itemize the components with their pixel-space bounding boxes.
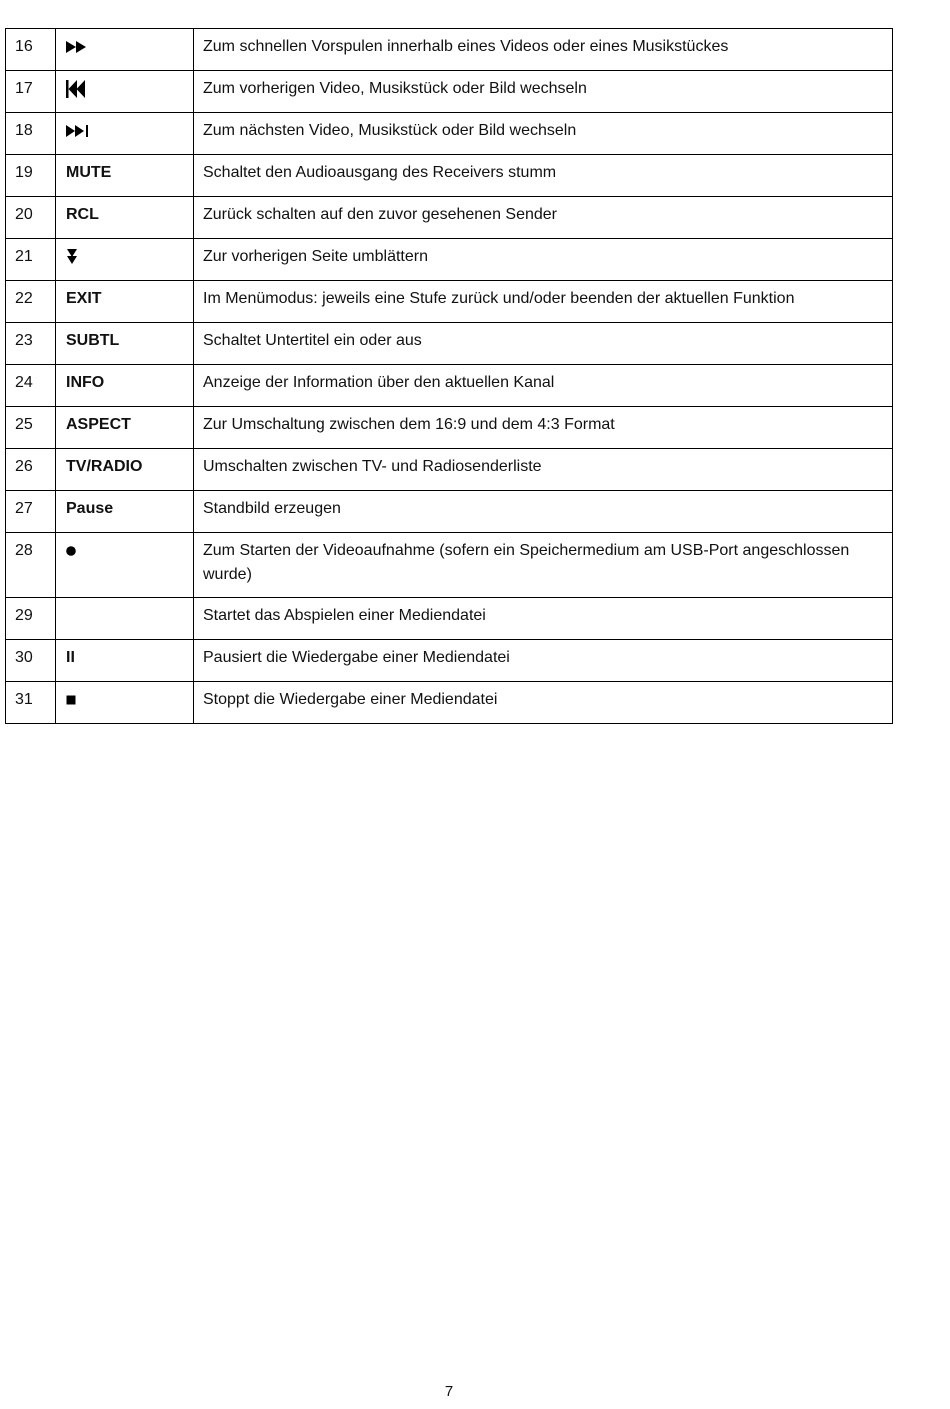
- table-row: [6, 533, 893, 598]
- description: Umschalten zwischen TV- und Radiosenderliste: [194, 449, 893, 491]
- row-number: 18: [6, 113, 56, 155]
- description: Anzeige der Information über den aktuellen Kanal: [194, 365, 893, 407]
- row-number: 27: [6, 491, 56, 533]
- page-down-icon: [66, 249, 78, 265]
- table-row: [6, 281, 893, 323]
- table-row: [6, 155, 893, 197]
- page-number: 7: [444, 1383, 454, 1400]
- fast-forward-icon: [66, 40, 88, 54]
- description: Im Menümodus: jeweils eine Stufe zurück und/oder beenden der aktuellen Funktion: [194, 281, 893, 323]
- key-label: MUTE: [56, 155, 194, 197]
- description: Schaltet den Audioausgang des Receivers stumm: [194, 155, 893, 197]
- key-label: TV/RADIO: [56, 449, 194, 491]
- description: Startet das Abspielen einer Mediendatei: [194, 598, 893, 640]
- table-row: [6, 449, 893, 491]
- description: Zum vorherigen Video, Musikstück oder Bild wechseln: [194, 71, 893, 113]
- key-cell: [56, 71, 194, 113]
- row-number: 25: [6, 407, 56, 449]
- table-row: [6, 640, 893, 682]
- row-number: 16: [6, 29, 56, 71]
- key-label: INFO: [56, 365, 194, 407]
- key-cell: [56, 239, 194, 281]
- table-row: [6, 197, 893, 239]
- row-number: 24: [6, 365, 56, 407]
- description: Schaltet Untertitel ein oder aus: [194, 323, 893, 365]
- row-number: 23: [6, 323, 56, 365]
- row-number: 21: [6, 239, 56, 281]
- description: Zur Umschaltung zwischen dem 16:9 und dem 4:3 Format: [194, 407, 893, 449]
- row-number: 31: [6, 682, 56, 724]
- record-dot-icon: [66, 544, 76, 558]
- key-label: Pause: [56, 491, 194, 533]
- description: Pausiert die Wiedergabe einer Mediendatei: [194, 640, 893, 682]
- skip-next-icon: [66, 124, 90, 138]
- key-cell: [56, 598, 194, 640]
- table-row: [6, 323, 893, 365]
- row-number: 22: [6, 281, 56, 323]
- key-label: II: [56, 640, 194, 682]
- table-row: [6, 491, 893, 533]
- description: Zum nächsten Video, Musikstück oder Bild wechseln: [194, 113, 893, 155]
- remote-control-table: [5, 28, 893, 724]
- key-label: SUBTL: [56, 323, 194, 365]
- key-cell: [56, 682, 194, 724]
- table-row: [6, 407, 893, 449]
- description: Zur vorherigen Seite umblättern: [194, 239, 893, 281]
- table-row: [6, 113, 893, 155]
- key-cell: [56, 533, 194, 598]
- table-row: [6, 29, 893, 71]
- table-body: [6, 29, 893, 724]
- key-label: EXIT: [56, 281, 194, 323]
- table-row: [6, 365, 893, 407]
- row-number: 19: [6, 155, 56, 197]
- skip-previous-icon: [66, 80, 86, 98]
- table-row: [6, 239, 893, 281]
- description: Zum schnellen Vorspulen innerhalb eines Videos oder eines Musikstückes: [194, 29, 893, 71]
- description: Standbild erzeugen: [194, 491, 893, 533]
- description: Zurück schalten auf den zuvor gesehenen Sender: [194, 197, 893, 239]
- row-number: 30: [6, 640, 56, 682]
- description: Zum Starten der Videoaufnahme (sofern ein Speichermedium am USB-Port angeschlossen wurde): [194, 533, 893, 598]
- key-cell: [56, 29, 194, 71]
- key-cell: [56, 113, 194, 155]
- row-number: 29: [6, 598, 56, 640]
- key-label: RCL: [56, 197, 194, 239]
- table-row: [6, 71, 893, 113]
- stop-square-icon: [66, 693, 76, 707]
- row-number: 28: [6, 533, 56, 598]
- table-row: [6, 598, 893, 640]
- row-number: 26: [6, 449, 56, 491]
- description: Stoppt die Wiedergabe einer Mediendatei: [194, 682, 893, 724]
- table-row: [6, 682, 893, 724]
- row-number: 17: [6, 71, 56, 113]
- key-label: ASPECT: [56, 407, 194, 449]
- row-number: 20: [6, 197, 56, 239]
